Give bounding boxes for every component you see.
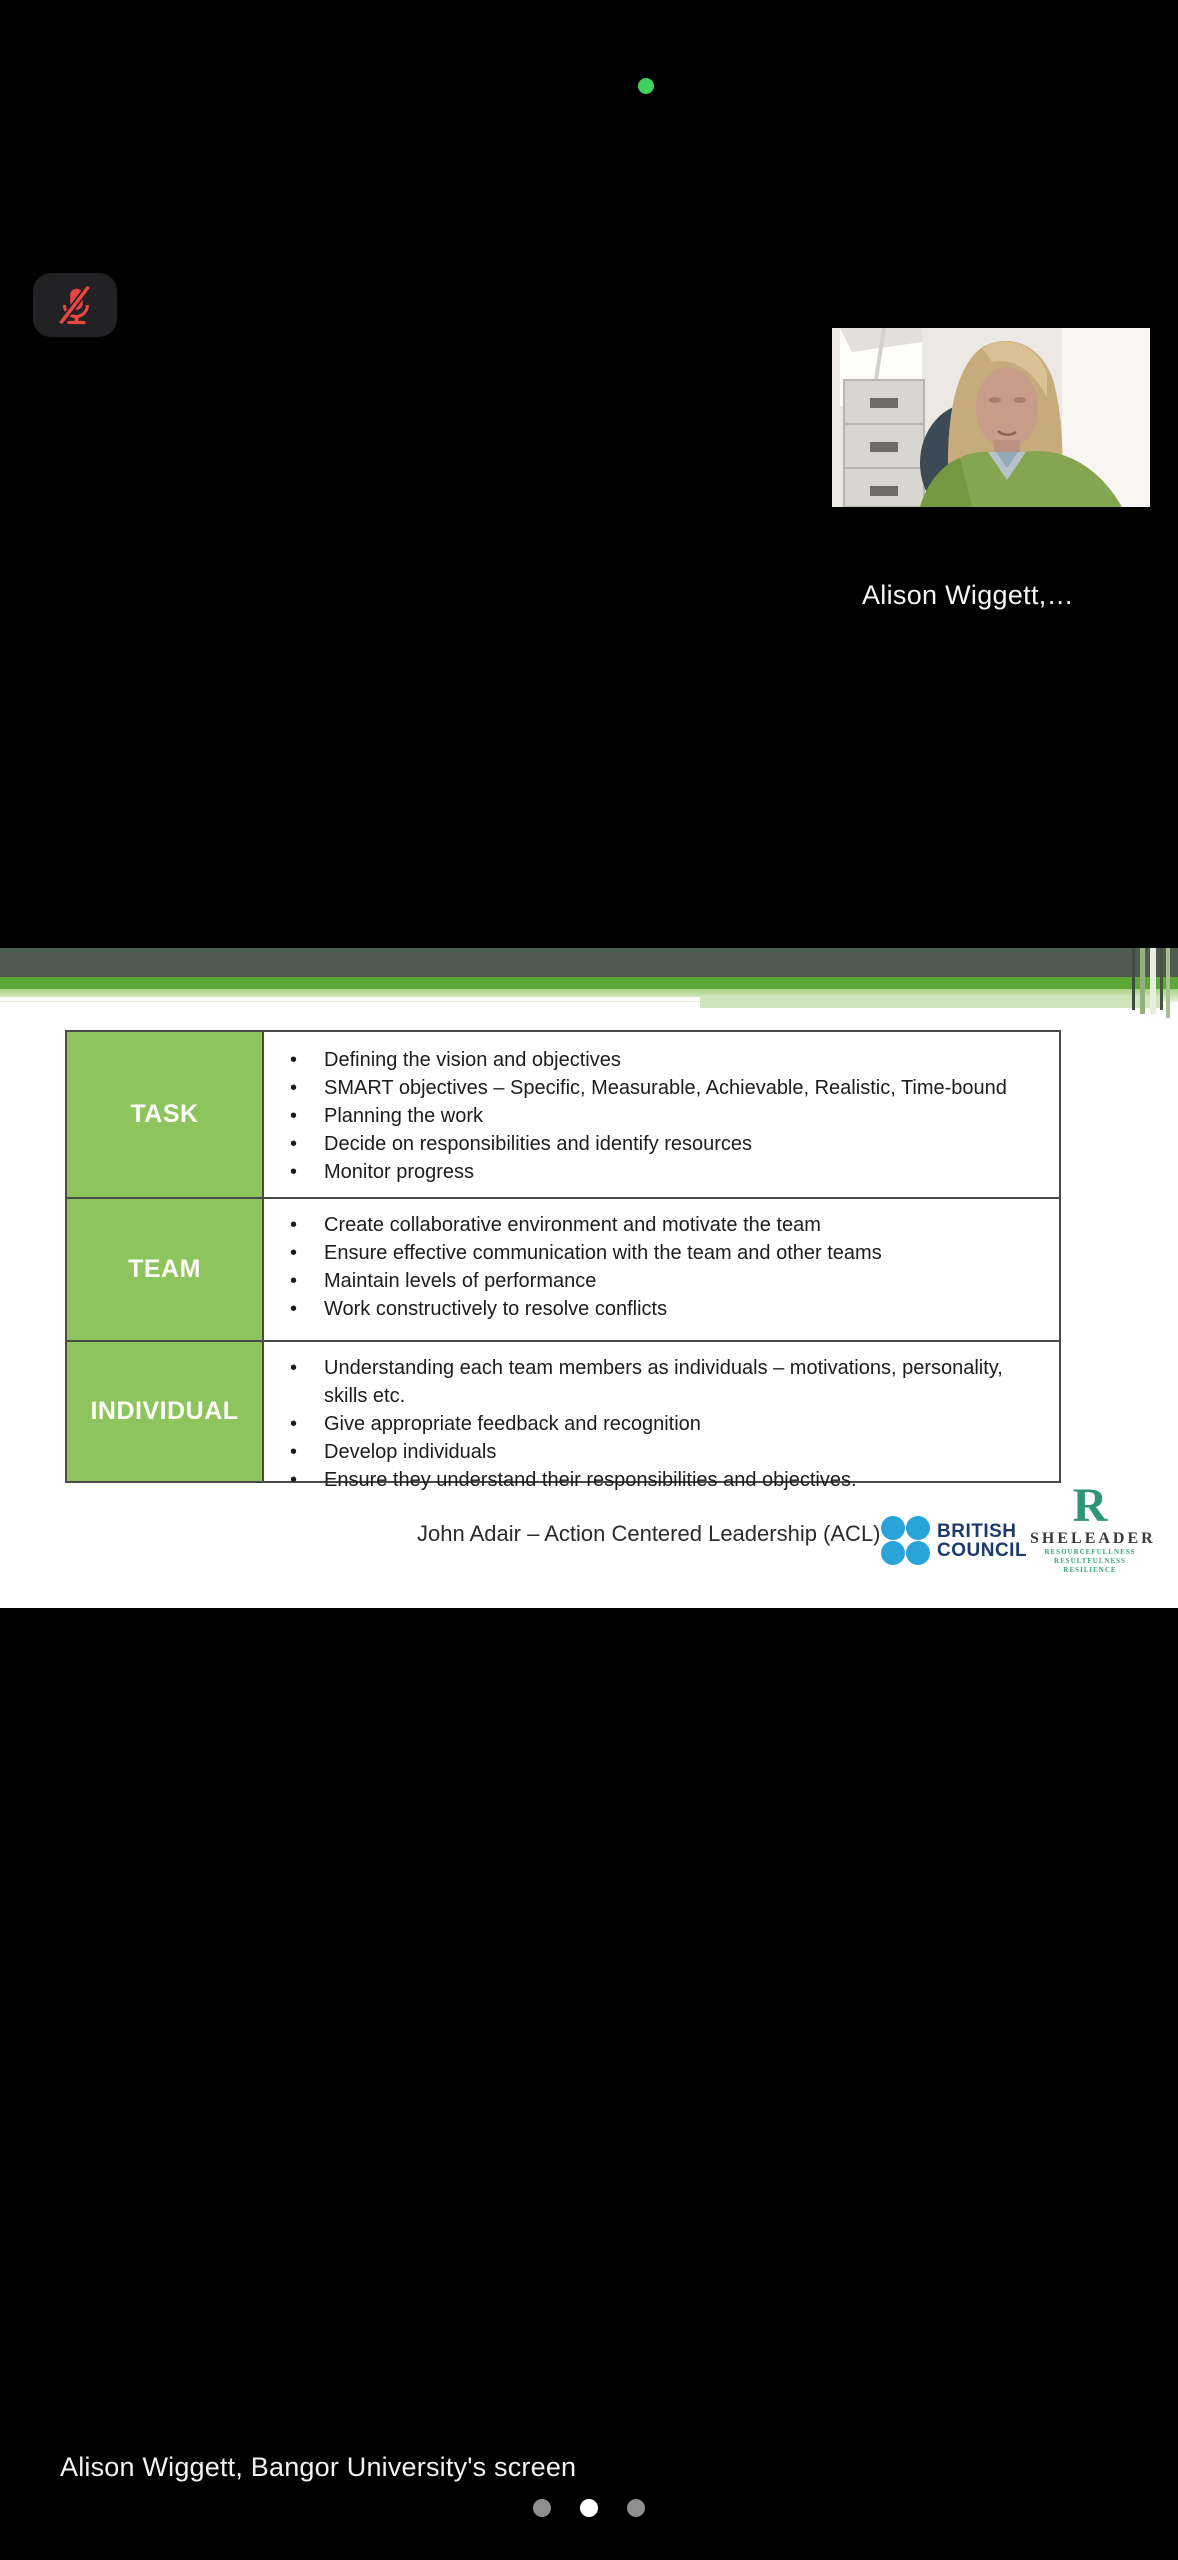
leadership-table — [65, 1030, 1061, 1491]
participant-video-tile[interactable] — [832, 328, 1150, 507]
screen-share-title: Alison Wiggett, Bangor University's screen — [60, 2452, 577, 2482]
british-council-line1: BRITISH — [937, 1520, 1017, 1542]
british-council-logo — [881, 1516, 1027, 1565]
table-row-task — [67, 1032, 1059, 1199]
slide-edge-stripe — [1160, 948, 1163, 1010]
bullet-item: • Create collaborative environment and motivate the team — [264, 1211, 1045, 1239]
bullet-item: • Develop individuals — [264, 1438, 1045, 1466]
logo-dot — [906, 1541, 930, 1565]
participant-video-frame — [832, 328, 1150, 507]
slide-header-light-band — [700, 995, 1160, 1008]
row-label-individual: INDIVIDUAL — [67, 1342, 264, 1481]
row-label-team: TEAM — [67, 1199, 264, 1340]
british-council-wordmark — [937, 1522, 1027, 1560]
bullet-item: • Monitor progress — [264, 1158, 1045, 1186]
british-council-line2: COUNCIL — [937, 1539, 1028, 1561]
page-dot[interactable] — [580, 2499, 598, 2517]
sheleader-monogram-icon: R — [1072, 1479, 1108, 1532]
unmute-button[interactable] — [33, 273, 117, 337]
bullet-item: • Maintain levels of performance — [264, 1267, 1045, 1295]
sheleader-tagline: RESOURCEFULLNESS — [1044, 1548, 1136, 1556]
table-row-individual — [67, 1342, 1059, 1491]
slide-header-green-bar — [0, 977, 1178, 989]
british-council-dots-icon — [881, 1516, 930, 1565]
page-dot[interactable] — [627, 2499, 645, 2517]
slide-edge-stripe — [1140, 948, 1145, 1014]
bullet-list-individual — [264, 1342, 1059, 1491]
camera-active-indicator — [638, 78, 654, 94]
bullet-list-team — [264, 1199, 1059, 1340]
bullet-item: • Decide on responsibilities and identify resources — [264, 1130, 1045, 1158]
row-label-task: TASK — [67, 1032, 264, 1197]
bullet-item: • Ensure they understand their responsibilities and objectives. — [264, 1466, 1045, 1494]
bullet-item: • SMART objectives – Specific, Measurable, Achievable, Realistic, Time-bound — [264, 1074, 1045, 1102]
page-indicator[interactable] — [0, 2499, 1178, 2517]
slide-edge-stripe — [1132, 948, 1135, 1010]
slide-header-dark-bar — [0, 948, 1178, 977]
shared-slide — [0, 948, 1178, 1608]
bullet-item: • Ensure effective communication with the team and other teams — [264, 1239, 1045, 1267]
slide-edge-stripe — [1150, 948, 1156, 1014]
logo-dot — [881, 1541, 905, 1565]
logo-dot — [906, 1516, 930, 1540]
bullet-list-task — [264, 1032, 1059, 1197]
sheleader-tagline: RESULTFULNESS — [1054, 1557, 1126, 1565]
table-row-team — [67, 1199, 1059, 1342]
microphone-muted-icon — [52, 282, 98, 328]
bullet-item: • Understanding each team members as individuals – motivations, personality, skills etc. — [264, 1354, 1045, 1410]
sheleader-wordmark: SHELEADER — [1030, 1530, 1156, 1547]
bullet-item: • Give appropriate feedback and recognition — [264, 1410, 1045, 1438]
slide-edge-stripe — [1166, 948, 1170, 1018]
logo-dot — [881, 1516, 905, 1540]
slide-caption: John Adair – Action Centered Leadership (ACL) — [417, 1521, 881, 1546]
page-dot[interactable] — [533, 2499, 551, 2517]
bullet-item: • Defining the vision and objectives — [264, 1046, 1045, 1074]
participant-name-label: Alison Wiggett,… — [862, 580, 1074, 610]
bullet-item: • Planning the work — [264, 1102, 1045, 1130]
bullet-item: • Work constructively to resolve conflicts — [264, 1295, 1045, 1323]
sheleader-tagline: RESILIENCE — [1063, 1566, 1117, 1574]
sheleader-logo — [1030, 1479, 1156, 1575]
